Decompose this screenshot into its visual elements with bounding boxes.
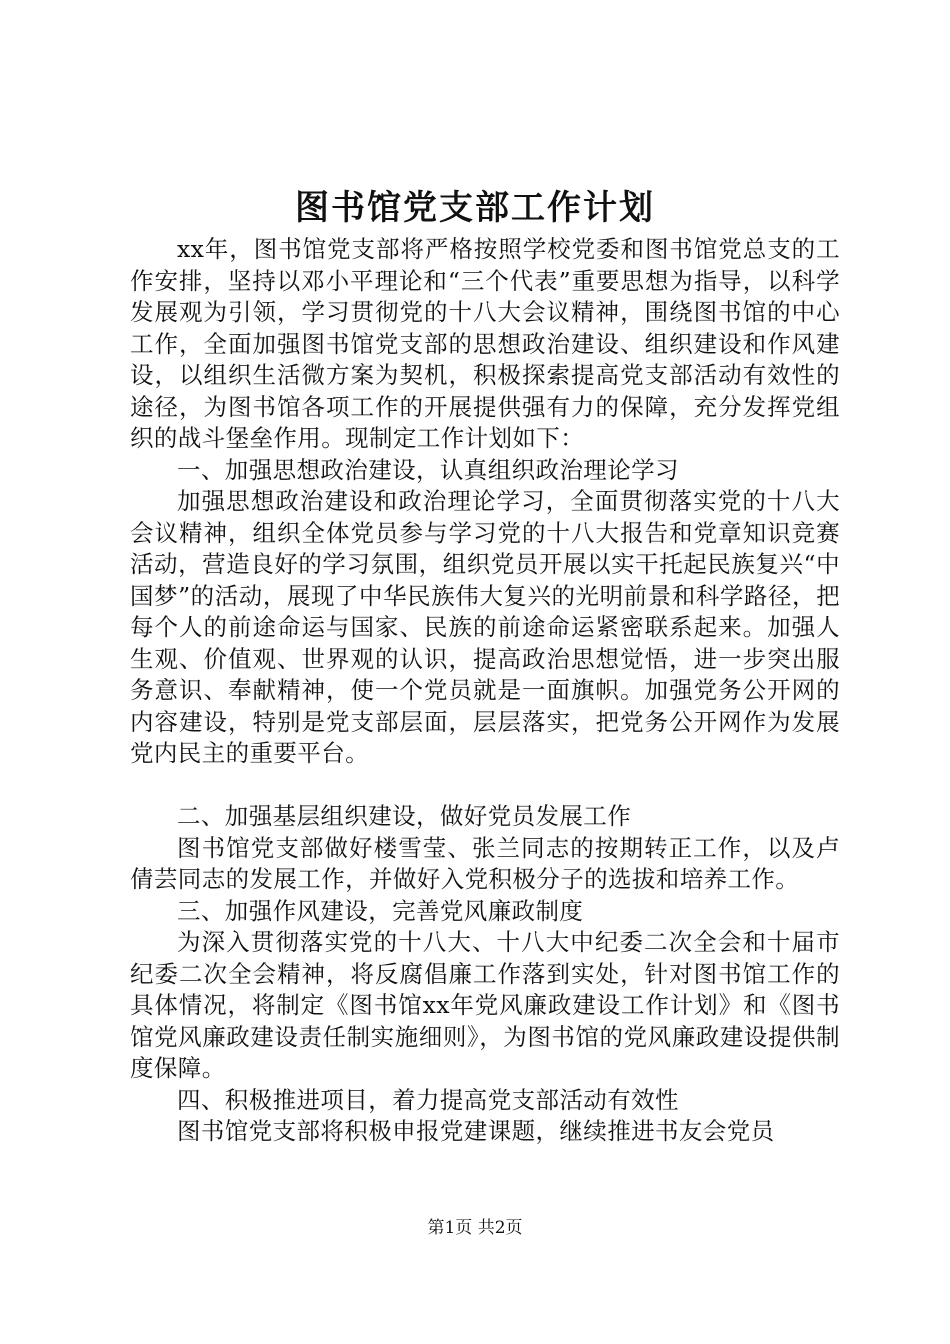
section-2-heading: 二、加强基层组织建设，做好党员发展工作 <box>177 802 632 830</box>
paragraph-spacer <box>130 770 840 802</box>
page-number-footer: 第1页 共2页 <box>427 1218 523 1238</box>
section-1-heading: 一、加强思想政治建设，认真组织政治理论学习 <box>177 455 679 484</box>
section-1-paragraph: 加强思想政治建设和政治理论学习，全面贯彻落实党的十八大会议精神，组织全体党员参与学习党的十八大报告和党章知识竞赛活动，营造良好的学习氛围，组织党员开展以实干托起民族复兴“中国梦”的活动，展现了中华民族伟大复兴的光明前景和科学路径，把每个人的前途命运与国家、民族的前途命运紧密联系起来。加强人生观、价值观、世界观的认识，提高政治思想觉悟，进一步突出服务意识、奉献精神，使一个党员就是一面旗帜。加强党务公开网的内容建设，特别是党支部层面，层层落实，把党务公开网作为发展党内民主的重要平台。 <box>130 487 840 767</box>
document-body <box>130 234 840 1148</box>
document-title: 图书馆党支部工作计划 <box>295 188 655 228</box>
section-3-paragraph: 为深入贯彻落实党的十八大、十八大中纪委二次全会和十届市纪委二次全会精神，将反腐倡廉工作落到实处，针对图书馆工作的具体情况，将制定《图书馆xx年党风廉政建设工作计划》和《图书馆党风廉政建设责任制实施细则》，为图书馆的党风廉政建设提供制度保障。 <box>130 928 840 1082</box>
section-4-paragraph: 图书馆党支部将积极申报党建课题，继续推进书友会党员 <box>177 1117 775 1145</box>
intro-paragraph: xx年，图书馆党支部将严格按照学校党委和图书馆党总支的工作安排，坚持以邓小平理论和“三个代表”重要思想为指导，以科学发展观为引领，学习贯彻党的十八大会议精神，围绕图书馆的中心工作，全面加强图书馆党支部的思想政治建设、组织建设和作风建设，以组织生活微方案为契机，积极探索提高党支部活动有效性的途径，为图书馆各项工作的开展提供强有力的保障，充分发挥党组织的战斗堡垒作用。现制定工作计划如下： <box>130 235 840 452</box>
section-2-paragraph: 图书馆党支部做好楼雪莹、张兰同志的按期转正工作，以及卢倩芸同志的发展工作，并做好入党积极分子的选拔和培养工作。 <box>130 833 840 893</box>
section-4-heading: 四、积极推进项目，着力提高党支部活动有效性 <box>177 1085 679 1114</box>
section-3-heading: 三、加强作风建设，完善党风廉政制度 <box>177 896 584 925</box>
